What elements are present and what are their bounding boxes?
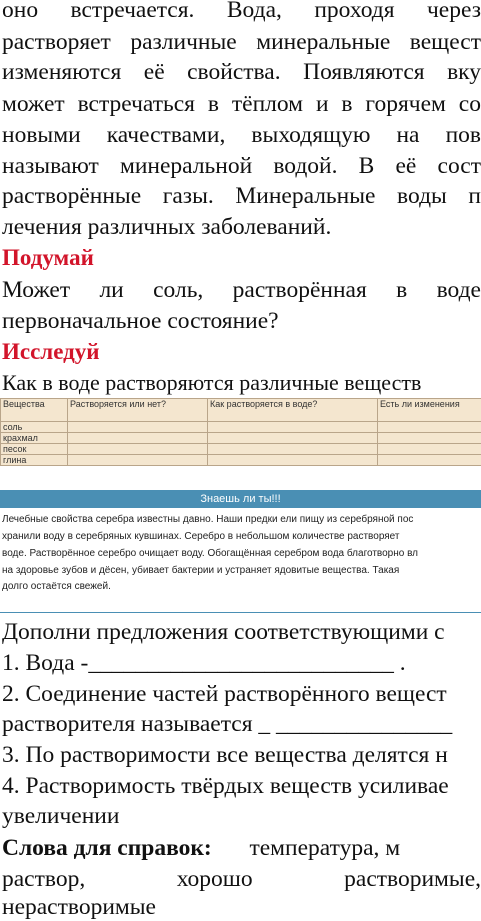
reference-label: Слова для справок: [2, 835, 212, 861]
think-line: первоначальное состояние? [2, 307, 481, 335]
exercise-item: увеличении [2, 802, 481, 830]
info-line: долго остаётся свежей. [2, 578, 481, 595]
explore-question: Как в воде растворяются различные веществ [2, 369, 481, 397]
table-header: Есть ли изменения [378, 399, 481, 422]
info-line: на здоровье зубов и дёсен, убивает бактерии и устраняет ядовитые вещества. Такая [2, 562, 481, 579]
exercise-item: 2. Соединение частей растворённого вещест [2, 680, 481, 708]
exercise-intro: Дополни предложения соответствующими с [2, 618, 481, 646]
table-row [1, 433, 481, 444]
experiment-table [0, 398, 481, 466]
reference-line: раствор, хорошо растворимые, [2, 865, 481, 893]
exercise-item: 1. Вода -__________________________ . [2, 649, 481, 677]
table-row [1, 455, 481, 466]
reference-line: нерастворимые [2, 893, 481, 921]
text-line: может встречаться в тёплом и в горячем со [2, 90, 481, 118]
table-row [1, 444, 481, 455]
exercise-item: растворителя называется _ _______________ [2, 710, 481, 738]
table-header: Вещества [1, 399, 68, 422]
exercise-item: 3. По растворимости все вещества делятся н [2, 741, 481, 769]
think-line: Может ли соль, растворённая в воде [2, 276, 481, 304]
table-header: Как растворяется в воде? [208, 399, 378, 422]
info-line: хранили воду в серебряных кувшинах. Серебро в небольшом количестве растворяет [2, 528, 481, 545]
table-row [1, 422, 481, 433]
think-heading: Подумай [2, 244, 94, 272]
text-line: изменяются её свойства. Появляются вку [2, 58, 481, 86]
explore-heading: Исследуй [2, 338, 100, 366]
exercise-item: 4. Растворимость твёрдых веществ усиливае [2, 772, 481, 800]
reference-words [2, 834, 481, 862]
info-line: воде. Растворённое серебро очищает воду. Обогащённая серебром вода благотворно вл [2, 545, 481, 562]
divider [0, 612, 481, 613]
reference-words-text: температура, м [249, 835, 400, 861]
info-line: Лечебные свойства серебра известны давно. Наши предки ели пищу из серебряной пос [2, 511, 481, 528]
table-cell: песок [1, 444, 68, 455]
table-cell: соль [1, 422, 68, 433]
table-cell: глина [1, 455, 68, 466]
text-line: называют минеральной водой. В её сост [2, 152, 481, 180]
text-line: новыми качествами, выходящую на пов [2, 121, 481, 149]
table-cell: крахмал [1, 433, 68, 444]
did-you-know-banner: Знаешь ли ты!!! [0, 490, 481, 508]
text-line: оно встречается. Вода, проходя через [2, 0, 481, 24]
text-line: растворённые газы. Минеральные воды п [2, 182, 481, 210]
table-header: Растворяется или нет? [68, 399, 208, 422]
text-line: растворяет различные минеральные вещест [2, 28, 481, 56]
text-line: лечения различных заболеваний. [2, 213, 481, 241]
